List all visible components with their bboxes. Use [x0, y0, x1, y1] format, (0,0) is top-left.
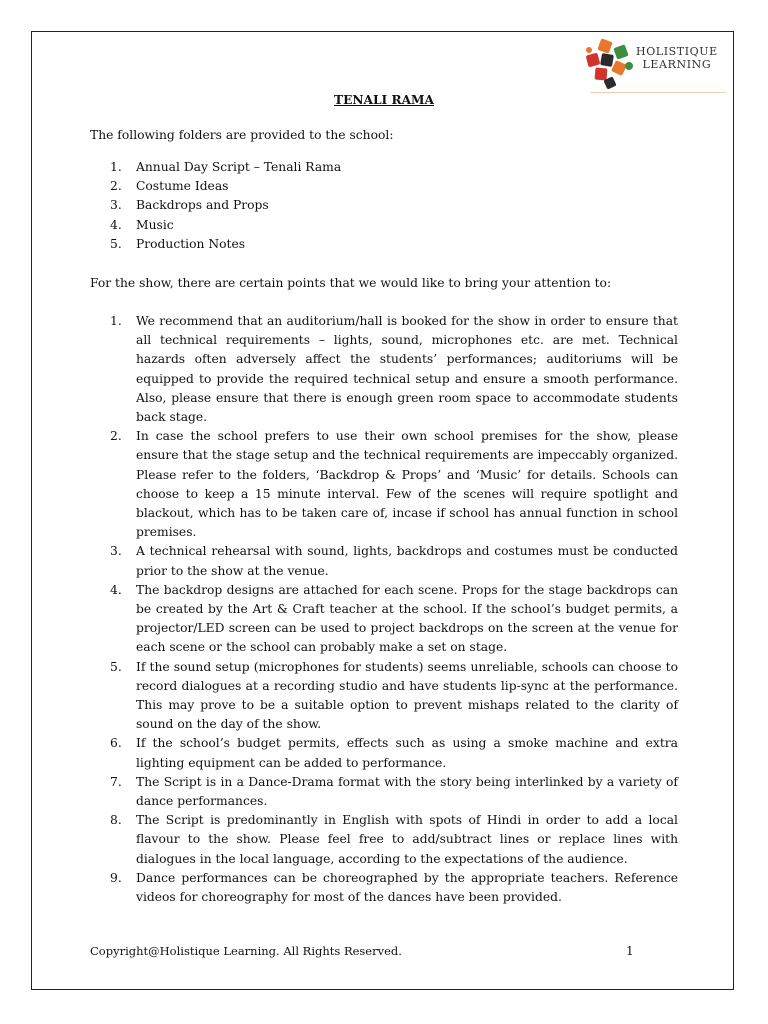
- point-text: Dance performances can be choreographed by the appropriate teachers. Reference videos for choreography for most of the dances have been provided.: [136, 870, 678, 905]
- logo-line2: LEARNING: [642, 58, 712, 71]
- point-number: 9.: [110, 870, 122, 885]
- point-number: 5.: [110, 659, 122, 674]
- point-number: 6.: [110, 736, 122, 751]
- folder-number: 5.: [110, 236, 122, 251]
- logo-line1: HOLISTIQUE: [636, 45, 718, 58]
- folder-item: [110, 235, 341, 254]
- point-item: [110, 734, 678, 772]
- point-text: The backdrop designs are attached for each scene. Props for the stage backdrops can be created by the Art & Craft teacher at the school. If the school’s budget permits, a projector/LED screen can be used to project backdrops on the screen at the venue for each scene or the school can probably make a set on stage.: [136, 582, 678, 655]
- folder-number: 2.: [110, 179, 122, 194]
- point-number: 7.: [110, 774, 122, 789]
- folder-item: [110, 216, 341, 235]
- point-number: 3.: [110, 544, 122, 559]
- folder-list: [110, 158, 341, 254]
- folder-text: Costume Ideas: [136, 179, 229, 194]
- copyright-footer: Copyright@Holistique Learning. All Rights Reserved.: [90, 944, 402, 958]
- logo-wordmark: [636, 45, 718, 71]
- folder-item: [110, 196, 341, 215]
- point-number: 2.: [110, 429, 122, 444]
- point-number: 8.: [110, 813, 122, 828]
- point-number: 1.: [110, 314, 122, 328]
- point-number: 4.: [110, 582, 122, 597]
- point-item: [110, 658, 678, 735]
- folder-text: Annual Day Script – Tenali Rama: [136, 160, 342, 174]
- point-text: A technical rehearsal with sound, lights, backdrops and costumes must be conducted prior to the show at the venue.: [136, 544, 678, 578]
- point-item: [110, 811, 678, 869]
- folder-number: 4.: [110, 217, 122, 232]
- page-title: TENALI RAMA: [334, 93, 434, 107]
- folder-number: 1.: [110, 160, 122, 174]
- puzzle-pieces: [586, 38, 633, 89]
- point-item: [110, 312, 678, 427]
- point-item: [110, 581, 678, 658]
- point-text: If the sound setup (microphones for students) seems unreliable, schools can choose to record dialogues at a recording studio and have students lip-sync at the performance. This may prove to be a suitable option to prevent mishaps related to the clarity of sound on the day of the show.: [136, 659, 678, 732]
- intro-paragraph: The following folders are provided to the school:: [90, 128, 394, 142]
- folder-text: Backdrops and Props: [136, 198, 269, 213]
- points-list: [110, 312, 678, 907]
- point-text: If the school’s budget permits, effects such as using a smoke machine and extra lighting equipment can be added to performance.: [136, 736, 678, 770]
- page-number: 1: [626, 944, 634, 958]
- point-item: [110, 773, 678, 811]
- folder-text: Music: [136, 217, 174, 232]
- point-text: The Script is predominantly in English with spots of Hindi in order to add a local flavour to the show. Please feel free to add/subtract lines or replace lines with dialogues in the local language, according to the expectations of the audience.: [136, 813, 678, 866]
- folder-number: 3.: [110, 198, 122, 213]
- folder-item: [110, 158, 341, 177]
- point-item: [110, 542, 678, 580]
- point-item: [110, 869, 678, 907]
- point-item: [110, 427, 678, 542]
- attention-paragraph: For the show, there are certain points that we would like to bring your attention to:: [90, 276, 612, 290]
- point-text: The Script is in a Dance-Drama format with the story being interlinked by a variety of dance performances.: [136, 774, 678, 809]
- point-text: In case the school prefers to use their own school premises for the show, please ensure that the stage setup and the technical requirements are impeccably organized. Please refer to the folders, ‘Backdrop & Props’ and ‘Music’ for details. Schools can choose to keep a 15 minute interval. Few of the scenes will require spotlight and blackout, which has to be taken care of, incase if school has annual function in school premises.: [136, 429, 678, 540]
- point-text: We recommend that an auditorium/hall is booked for the show in order to ensure that all technical requirements – lights, sound, microphones etc. are met. Technical hazards often adversely affect the students’ performances; auditoriums will be equipped to provide the required technical setup and ensure a smooth performance. Also, please ensure that there is enough green room space to accommodate students back stage.: [136, 314, 678, 425]
- folder-item: [110, 177, 341, 196]
- folder-text: Production Notes: [136, 236, 246, 251]
